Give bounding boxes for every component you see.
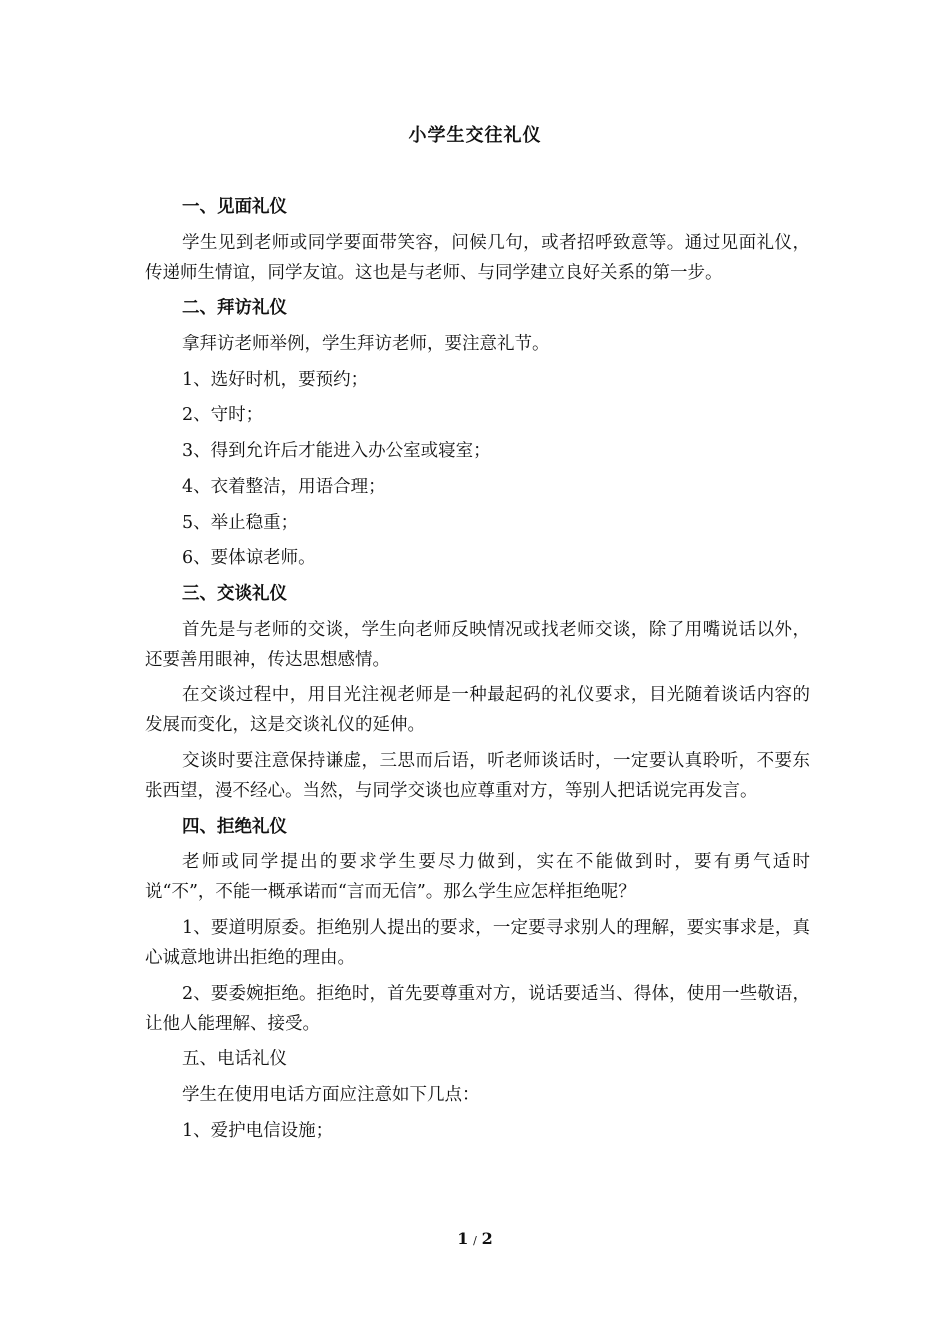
- body-paragraph: 在交谈过程中，用目光注视老师是一种最起码的礼仪要求，目光随着谈话内容的发展而变化，这是交谈礼仪的延伸。: [145, 685, 810, 736]
- body-paragraph: 1、爱护电信设施；: [182, 1120, 334, 1141]
- current-page-number: 1: [457, 1229, 469, 1248]
- section-heading: 一、见面礼仪: [182, 197, 287, 217]
- body-paragraph: 交谈时要注意保持谦虚，三思而后语，听老师谈话时，一定要认真聆听，不要东张西望，漫不经心。当然，与同学交谈也应尊重对方，等别人把话说完再发言。: [145, 750, 810, 801]
- body-paragraph: 5、举止稳重；: [182, 512, 299, 533]
- document-body: [145, 192, 810, 1151]
- body-paragraph: 2、要委婉拒绝。拒绝时，首先要尊重对方，说话要适当、得体，使用一些敬语，让他人能理解、接受。: [145, 983, 810, 1034]
- body-paragraph: 3、得到允许后才能进入办公室或寝室；: [182, 441, 491, 462]
- section-heading: 四、拒绝礼仪: [182, 816, 287, 837]
- body-paragraph: 学生在使用电话方面应注意如下几点：: [182, 1085, 480, 1106]
- section-heading: 三、交谈礼仪: [182, 583, 287, 604]
- body-paragraph: 1、要道明原委。拒绝别人提出的要求，一定要寻求别人的理解，要实事求是，真心诚意地讲出拒绝的理由。: [145, 918, 810, 968]
- body-paragraph: 老师或同学提出的要求学生要尽力做到，实在不能做到时，要有勇气适时说“不”，不能一概承诺而“言而无信”。那么学生应怎样拒绝呢？: [145, 852, 810, 903]
- section-heading: 二、拜访礼仪: [182, 298, 287, 319]
- body-paragraph: 五、电话礼仪: [182, 1049, 287, 1070]
- body-paragraph: 6、要体谅老师。: [182, 548, 316, 569]
- body-paragraph: 2、守时；: [182, 405, 264, 426]
- page-separator: /: [473, 1234, 477, 1247]
- page-number: [0, 1228, 950, 1252]
- body-paragraph: 4、衣着整洁，用语合理；: [182, 476, 386, 497]
- document-title: 小学生交往礼仪: [408, 125, 542, 146]
- body-paragraph: 首先是与老师的交谈，学生向老师反映情况或找老师交谈，除了用嘴说话以外，还要善用眼神，传达思想感情。: [145, 619, 810, 670]
- body-paragraph: 拿拜访老师举例，学生拜访老师，要注意礼节。: [182, 334, 550, 355]
- body-paragraph: 1、选好时机，要预约；: [182, 369, 369, 390]
- body-paragraph: 学生见到老师或同学要面带笑容，问候几句，或者招呼致意等。通过见面礼仪，传递师生情谊，同学友谊。这也是与老师、与同学建立良好关系的第一步。: [145, 232, 810, 283]
- total-pages-number: 2: [481, 1229, 493, 1248]
